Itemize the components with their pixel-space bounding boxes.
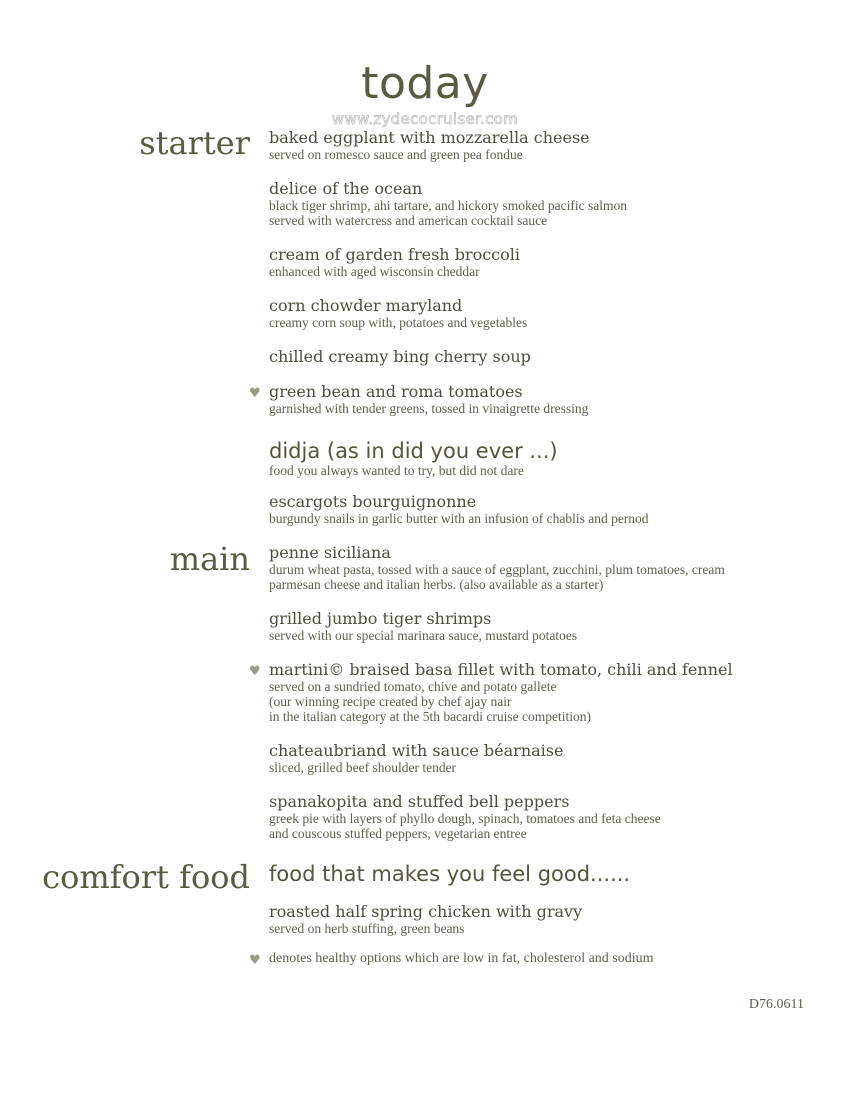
item-name: chilled creamy bing cherry soup bbox=[269, 347, 531, 366]
watermark-text: www.zydecocruiser.com bbox=[331, 110, 519, 128]
item-name: roasted half spring chicken with gravy bbox=[269, 902, 583, 921]
item-desc: served on herb stuffing, green beans bbox=[269, 921, 465, 936]
menu-item bbox=[269, 610, 829, 643]
item-name: chateaubriand with sauce béarnaise bbox=[269, 741, 564, 760]
item-name: baked eggplant with mozzarella cheese bbox=[269, 128, 590, 147]
item-name: spanakopita and stuffed bell peppers bbox=[269, 792, 570, 811]
item-desc: served with watercress and american cocktail sauce bbox=[269, 213, 548, 228]
item-desc: sliced, grilled beef shoulder tender bbox=[269, 760, 457, 775]
item-desc: enhanced with aged wisconsin cheddar bbox=[269, 264, 480, 279]
menu-item bbox=[269, 493, 829, 526]
heart-icon: ♥ bbox=[249, 664, 261, 679]
item-name: escargots bourguignonne bbox=[269, 492, 477, 511]
menu-code: D76.0611 bbox=[748, 997, 804, 1012]
menu-item bbox=[269, 129, 829, 162]
section-starter: starter bbox=[139, 124, 250, 162]
item-desc: black tiger shrimp, ahi tartare, and hickory smoked pacific salmon bbox=[269, 198, 628, 213]
menu-item bbox=[269, 180, 829, 228]
menu-item bbox=[269, 903, 829, 936]
menu-item bbox=[269, 297, 829, 330]
item-desc: and couscous stuffed peppers, vegetarian entree bbox=[269, 826, 527, 841]
menu-item bbox=[269, 383, 829, 416]
menu-item bbox=[269, 348, 829, 366]
menu-item bbox=[269, 246, 829, 279]
item-desc: creamy corn soup with, potatoes and vegetables bbox=[269, 315, 528, 330]
menu-item bbox=[269, 742, 829, 775]
item-desc: burgundy snails in garlic butter with an infusion of chablis and pernod bbox=[269, 511, 649, 526]
item-desc: served with our special marinara sauce, mustard potatoes bbox=[269, 628, 578, 643]
menu-title: today bbox=[361, 58, 489, 109]
section-main: main bbox=[169, 540, 250, 578]
heart-icon: ♥ bbox=[249, 953, 261, 968]
item-desc: garnished with tender greens, tossed in vinaigrette dressing bbox=[269, 401, 589, 416]
item-desc: greek pie with layers of phyllo dough, spinach, tomatoes and feta cheese bbox=[269, 811, 661, 826]
item-desc: food you always wanted to try, but did not dare bbox=[269, 463, 524, 478]
item-name: didja (as in did you ever ...) bbox=[269, 439, 558, 463]
menu-item bbox=[269, 661, 829, 724]
menu-item bbox=[269, 544, 829, 592]
item-desc: durum wheat pasta, tossed with a sauce of eggplant, zucchini, plum tomatoes, cream bbox=[269, 562, 725, 577]
item-desc: in the italian category at the 5th bacardi cruise competition) bbox=[269, 709, 592, 724]
item-name: corn chowder maryland bbox=[269, 296, 463, 315]
item-name: martini© braised basa fillet with tomato, chili and fennel bbox=[269, 660, 733, 679]
item-desc: served on a sundried tomato, chive and potato gallete bbox=[269, 679, 557, 694]
menu-item bbox=[269, 862, 829, 886]
heart-icon: ♥ bbox=[249, 386, 261, 401]
item-name: cream of garden fresh broccoli bbox=[269, 245, 520, 264]
item-name: grilled jumbo tiger shrimps bbox=[269, 609, 492, 628]
item-desc: served on romesco sauce and green pea fondue bbox=[269, 147, 523, 162]
item-desc: parmesan cheese and italian herbs. (also available as a starter) bbox=[269, 577, 604, 592]
item-name: penne siciliana bbox=[269, 543, 391, 562]
item-name: food that makes you feel good...... bbox=[269, 862, 631, 886]
menu-item bbox=[269, 793, 829, 841]
section-comfort-food: comfort food bbox=[42, 858, 250, 896]
item-name: green bean and roma tomatoes bbox=[269, 382, 523, 401]
healthy-note: denotes healthy options which are low in fat, cholesterol and sodium bbox=[269, 951, 654, 966]
menu-item bbox=[269, 439, 829, 478]
item-desc: (our winning recipe created by chef ajay nair bbox=[269, 694, 512, 709]
item-name: delice of the ocean bbox=[269, 179, 423, 198]
